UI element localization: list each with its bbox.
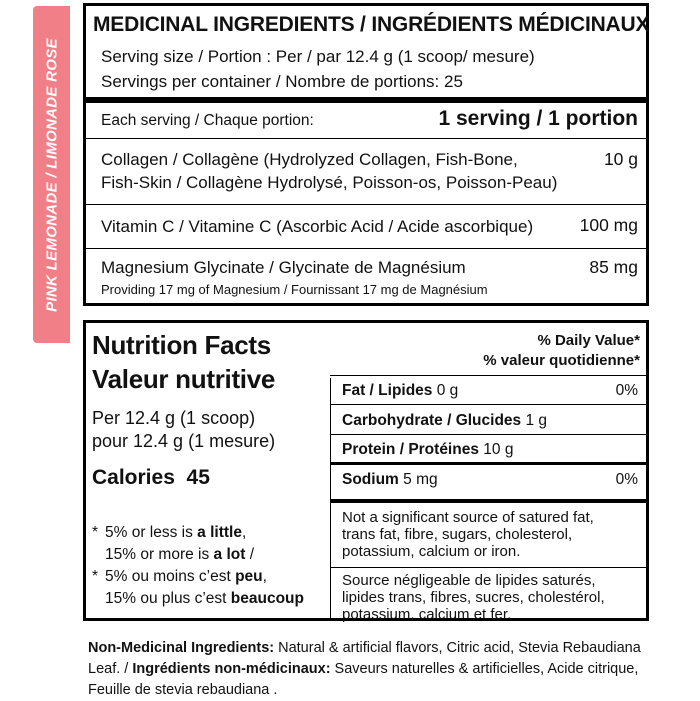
note-fr-1: Source négligeable de lipides saturés, — [342, 572, 596, 589]
footnote-en-2: 15% or more is a lot / — [105, 546, 255, 563]
divider — [330, 434, 646, 435]
vitamin-c-line: Vitamin C / Vitamine C (Ascorbic Acid / Acide ascorbique) — [101, 217, 534, 236]
note-en-2: trans fat, fibre, sugars, cholesterol, — [342, 526, 573, 543]
vitamin-c-amount: 100 mg — [579, 215, 638, 235]
fat-percent: 0% — [615, 382, 638, 399]
calories-value: 45 — [186, 466, 210, 489]
note-fr-3: potassium, calcium et fer. — [342, 606, 512, 623]
calories-label: Calories — [92, 466, 175, 489]
note-fr-2: lipides trans, fibres, sucres, cholestérol, — [342, 589, 605, 606]
nutrient-row-carbohydrate: Carbohydrate / Glucides 1 g — [342, 412, 548, 429]
daily-value-fr: % valeur quotidienne* — [483, 352, 640, 369]
divider — [330, 375, 646, 376]
flavor-label: PINK LEMONADE / LIMONADE ROSE — [43, 37, 60, 312]
divider-thick — [330, 462, 646, 465]
footnote-asterisk: * — [92, 524, 99, 541]
per-serving-fr: pour 12.4 g (1 mesure) — [92, 431, 276, 451]
magnesium-line: Magnesium Glycinate / Glycinate de Magnésium — [101, 258, 466, 277]
footnote-en-1: 5% or less is a little, — [105, 524, 247, 541]
divider — [86, 248, 646, 249]
divider — [330, 404, 646, 405]
nutrition-title-fr: Valeur nutritive — [92, 364, 276, 394]
divider — [330, 567, 646, 568]
footnote-asterisk: * — [92, 568, 99, 585]
medicinal-title: MEDICINAL INGREDIENTS / INGRÉDIENTS MÉDICINAUX — [93, 13, 650, 36]
collagen-amount: 10 g — [603, 149, 638, 169]
serving-heading: 1 serving / 1 portion — [438, 107, 638, 130]
each-serving-label: Each serving / Chaque portion: — [101, 112, 314, 129]
servings-per-container: Servings per container / Nombre de portions: 25 — [101, 72, 463, 91]
divider — [86, 138, 646, 139]
calories — [92, 466, 210, 490]
divider — [86, 204, 646, 205]
collagen-line1: Collagen / Collagène (Hydrolyzed Collagen, Fish-Bone, — [101, 150, 518, 169]
serving-size: Serving size / Portion : Per / par 12.4 g (1 scoop/ mesure) — [101, 47, 535, 66]
footnote-fr-1: 5% ou moins c’est peu, — [105, 568, 267, 585]
nutrient-row-sodium: Sodium 5 mg — [342, 471, 438, 488]
note-en-1: Not a significant source of satured fat, — [342, 509, 594, 526]
nutrition-title-en: Nutrition Facts — [92, 330, 271, 360]
magnesium-subtext: Providing 17 mg of Magnesium / Fournissant 17 mg de Magnésium — [101, 282, 488, 297]
nutrient-row-fat: Fat / Lipides 0 g — [342, 382, 459, 399]
daily-value-en: % Daily Value* — [537, 332, 640, 349]
per-serving-en: Per 12.4 g (1 scoop) — [92, 408, 256, 428]
non-medicinal-ingredients: Non-Medicinal Ingredients: Natural & artificial flavors, Citric acid, Stevia Rebaudiana Leaf. / Ingrédients non-médicinaux: Saveurs naturelles & artificielles, Acide citrique, Feuille de stevia rebaudiana . — [88, 640, 641, 698]
flavor-tab — [33, 6, 70, 343]
footnote-fr-2: 15% ou plus c’est beaucoup — [105, 590, 304, 607]
collagen-line2: Fish-Skin / Collagène Hydrolysé, Poisson-os, Poisson-Peau) — [101, 173, 558, 192]
divider-thick — [330, 499, 646, 503]
divider-thick — [86, 97, 646, 103]
sodium-percent: 0% — [615, 471, 638, 488]
note-en-3: potassium, calcium or iron. — [342, 543, 521, 560]
nutrient-row-protein: Protein / Protéines 10 g — [342, 441, 514, 458]
magnesium-amount: 85 mg — [589, 257, 638, 277]
